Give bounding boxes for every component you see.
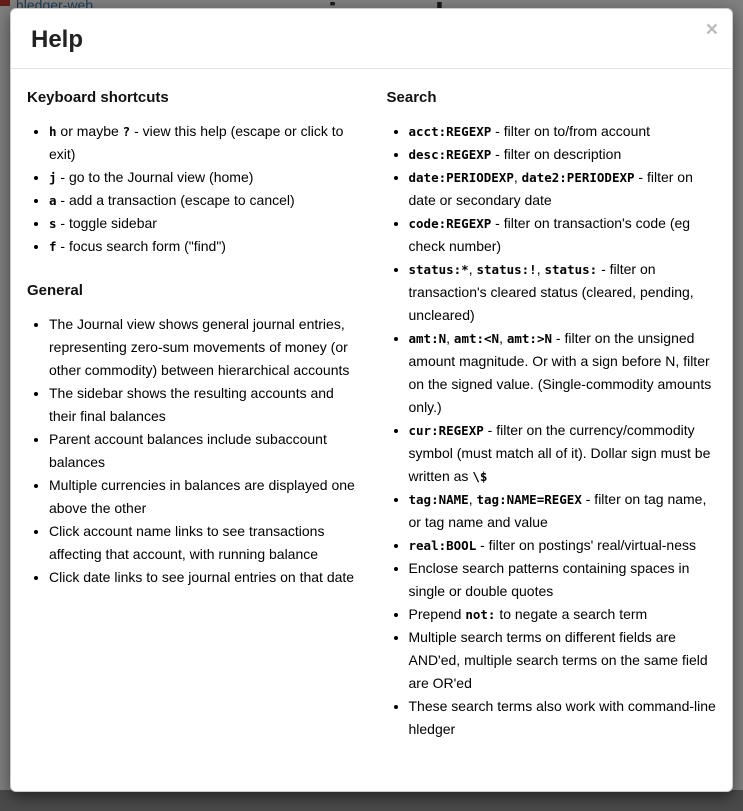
help-modal [10,8,733,792]
list-item: • These search terms also work with command-line hledger [409,695,717,741]
modal-body [11,69,732,773]
list-item: • The sidebar shows the resulting accounts and their final balances [49,382,357,428]
list-item: • Click account name links to see transactions affecting that account, with running balance [49,520,357,566]
list-item: • desc:REGEXP - filter on description [409,143,717,166]
search-list [387,120,717,741]
code-term: date:PERIODEXP [408,170,514,185]
list-item: • real:BOOL - filter on postings' real/virtual-ness [409,534,717,557]
modal-header [11,9,732,69]
code-term: amt:>N [506,331,553,346]
code-term: status:! [476,262,537,277]
code-term: a [49,193,57,208]
list-item: • status:*, status:!, status: - filter on transaction's cleared status (cleared, pending, uncleared) [409,258,717,327]
code-term: tag:NAME=REGEX [476,492,582,507]
section-heading-keyboard-shortcuts: Keyboard shortcuts [27,89,169,106]
list-item: • Multiple currencies in balances are displayed one above the other [49,474,357,520]
list-item: • amt:N, amt:<N, amt:>N - filter on the unsigned amount magnitude. Or with a sign before N, filter on the signed value. (Single-commodity amounts only.) [409,327,717,419]
list-item: • Multiple search terms on different fields are AND'ed, multiple search terms on the same field are OR'ed [409,626,717,695]
section-heading-general: General [27,282,83,299]
list-item: • f - focus search form ("find") [49,235,357,258]
list-item: • Click date links to see journal entries on that date [49,566,357,589]
list-item: • acct:REGEXP - filter on to/from account [409,120,717,143]
list-item: • cur:REGEXP - filter on the currency/commodity symbol (must match all of it). Dollar sign must be written as \$ [409,419,717,488]
right-column [387,89,717,753]
code-term: amt:N [408,331,447,346]
code-term: \$ [472,469,488,484]
left-column [27,89,357,753]
code-term: tag:NAME [408,492,469,507]
list-item: • Prepend not: to negate a search term [409,603,717,626]
list-item: • s - toggle sidebar [49,212,357,235]
keyboard-shortcuts-list [27,120,357,258]
code-term: date2:PERIODEXP [521,170,635,185]
list-item: • Enclose search patterns containing spaces in single or double quotes [409,557,717,603]
list-item: • code:REGEXP - filter on transaction's code (eg check number) [409,212,717,258]
code-term: not: [465,607,496,622]
general-list [27,313,357,589]
code-term: desc:REGEXP [408,147,492,162]
code-term: j [49,170,57,185]
list-item: • a - add a transaction (escape to cancel) [49,189,357,212]
code-term: status: [544,262,598,277]
list-item: • j - go to the Journal view (home) [49,166,357,189]
section-heading-search: Search [386,89,437,106]
code-term: f [49,239,57,254]
code-term: real:BOOL [408,538,477,553]
list-item: • tag:NAME, tag:NAME=REGEX - filter on tag name, or tag name and value [409,488,717,534]
list-item: • h or maybe ? - view this help (escape or click to exit) [49,120,357,166]
modal-title: Help [31,26,84,53]
code-term: s [49,216,57,231]
close-icon[interactable]: × [705,18,718,41]
code-term: ? [122,124,131,139]
code-term: acct:REGEXP [408,124,492,139]
code-term: cur:REGEXP [408,423,484,438]
code-term: code:REGEXP [408,216,492,231]
code-term: h [49,124,57,139]
code-term: amt:<N [453,331,500,346]
code-term: status:* [408,262,469,277]
list-item: • date:PERIODEXP, date2:PERIODEXP - filter on date or secondary date [409,166,717,212]
list-item: • Parent account balances include subaccount balances [49,428,357,474]
list-item: • The Journal view shows general journal entries, representing zero-sum movements of money (or other commodity) between hierarchical accounts [49,313,357,382]
